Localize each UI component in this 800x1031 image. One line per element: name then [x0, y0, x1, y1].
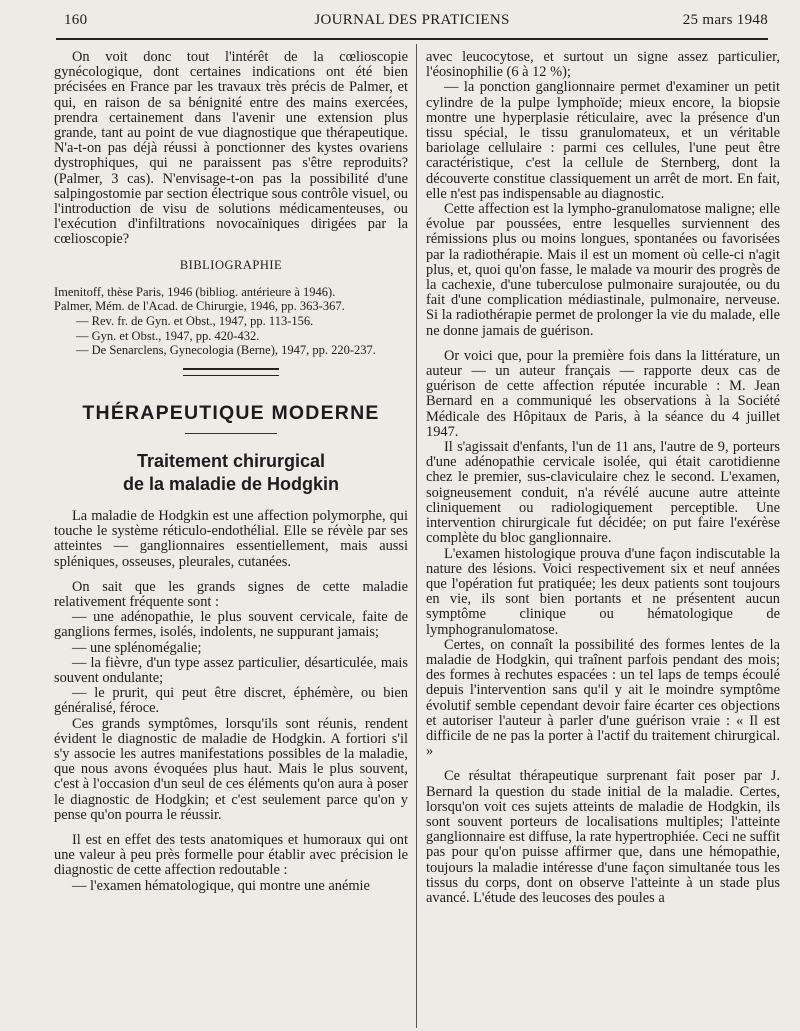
bibliography [54, 285, 408, 358]
list-item: — la fièvre, d'un type assez particulier, désarticulée, mais souvent ondulante; [54, 654, 408, 687]
bibliography-entry: — Rev. fr. de Gyn. et Obst., 1947, pp. 113-156. [76, 314, 314, 329]
bibliography-entry: — De Senarclens, Gynecologia (Berne), 1947, pp. 220-237. [76, 343, 376, 358]
section-title: THÉRAPEUTIQUE MODERNE [82, 401, 380, 424]
header-rule [56, 38, 768, 40]
list-item: — une adénopathie, le plus souvent cervicale, faite de ganglions fermes, isolés, indolents, ne suppurant jamais; [54, 609, 408, 641]
bibliography-entry: Imenitoff, thèse Paris, 1946 (bibliog. antérieure à 1946). [54, 284, 336, 299]
intro-paragraph: On voit donc tout l'intérêt de la cœlioscopie gynécologique, dont certaines indications ont été bien précisées en France par les travaux très précis de Palmer, et qui, en raison de sa bénignité entre des mains exercées, prendra certainement dans l'avenir une extension plus grande, tant au point de vue diagnostique que thérapeutique. N'a-t-on pas déjà réussi à ponctionner des kystes ovariens dystrophiques, qui ne paraissent pas s'être reproduits? (Palmer, 3 cas). N'envisage-t-on pas la possibilité d'une salpingostomie par section électrique sous contrôle visuel, ou l'introduction de visu de solutions médicamenteuses, ou l'exécution d'infiltrations novocaïniques dirigées par la cœlioscopie? [54, 49, 408, 248]
title-rule [185, 433, 277, 434]
body-paragraph: Il s'agissait d'enfants, l'un de 11 ans, l'autre de 9, porteurs d'une adénopathie cervicale isolée, qui était carotidienne chez le premier, sus-claviculaire chez le second. L'examen, soigneusement conduit, n'a révélé aucune autre atteinte cliniquement ou radiologiquement perceptible. Une intervention chirurgicale fut décidée; on put faire l'exérèse complète du bloc ganglionnaire. [426, 439, 780, 547]
bibliography-title: BIBLIOGRAPHIE [179, 257, 283, 272]
body-paragraph: Ce résultat thérapeutique surprenant fait poser par J. Bernard la question du stade initial de la maladie. Certes, lorsqu'on voit ces sujets atteints de maladie de Hodgkin, ils sont souvent porteurs de localisations multiples; l'atteinte ganglionnaire est diffuse, la rate hypertrophiée. Ceci ne suffit pas pour qu'on puisse affirmer que, dans une hémopathie, toujours la maladie intéresse d'une façon simultanée tous les tissus du corps, dont on observe l'atteinte à un stade plus avancé. L'étude des leucoses des poules a [426, 768, 780, 906]
list-item: — la ponction ganglionnaire permet d'examiner un petit cylindre de la pulpe lymphoïde; mieux encore, la biopsie montre une hyperplasie réticulaire, avec la présence d'un tissu spécial, le tissu granulomateux, et un véritable bariolage cellulaire : parmi ces cellules, l'une peut être caractéristique, c'est la cellule de Sternberg, dont la découverte constitue classiquement un arrêt de mort. En fait, elle n'est pas indispensable au diagnostic. [426, 79, 780, 202]
list-item: — une splénomégalie; [72, 639, 202, 656]
body-paragraph: avec leucocytose, et surtout un signe assez particulier, l'éosinophilie (6 à 12 %); [426, 49, 780, 81]
column-divider [416, 44, 417, 1028]
section-separator [183, 368, 279, 376]
list-item: — le prurit, qui peut être discret, éphémère, ou bien généralisé, féroce. [54, 685, 408, 717]
article-title-line2: de la maladie de Hodgkin [122, 474, 340, 495]
list-item: — l'examen hématologique, qui montre une anémie [72, 877, 370, 894]
body-paragraph: Or voici que, pour la première fois dans la littérature, un auteur — un auteur français — rapporte deux cas de guérison de cette affection réputée incurable : M. Jean Bernard en a communiqué les observations à la Société Médicale des Hôpitaux de Paris, à la séance du 4 juillet 1947. [426, 347, 780, 440]
page-header [56, 12, 768, 34]
body-paragraph: L'examen histologique prouva d'une façon indiscutable la nature des lésions. Voici respectivement six et neuf années que l'opération fut pratiquée; les deux patients sont toujours en vie, ils sont bien portants et ne présentent aucun symptôme clinique ou hématologique de lymphogranulomatose. [426, 545, 780, 638]
article-title [54, 450, 408, 496]
journal-title: JOURNAL DES PRATICIENS [314, 12, 510, 28]
page-number: 160 [64, 12, 88, 28]
body-paragraph: Certes, on connaît la possibilité des formes lentes de la maladie de Hodgkin, qui traînent parfois pendant des mois; des formes à rechutes espacées : un tel laps de temps écoulé depuis l'intervention sans qu'il y ait le moindre symptôme évolutif semble cependant devoir faire écarter ces objections et autoriser l'auteur à parler d'une guérison vraie : « Il est difficile de ne pas la porter à l'actif du traitement chirurgical. » [426, 636, 780, 760]
article-title-line1: Traitement chirurgical [136, 451, 326, 472]
right-column [426, 50, 780, 906]
body-paragraph: La maladie de Hodgkin est une affection polymorphe, qui touche le système réticulo-endothélial. Elle se révèle par ses atteintes — ganglionnaires essentiellement, mais aussi spléniques, osseuses, pleurales, cutanées. [54, 508, 408, 570]
left-column [54, 50, 408, 894]
body-paragraph: Ces grands symptômes, lorsqu'ils sont réunis, rendent évident le diagnostic de maladie de Hodgkin. A fortiori s'il s'y associe les autres manifestations possibles de la maladie, que nous avons évoquées plus haut. Mais le plus souvent, c'est à l'occasion d'un seul de ces éléments qu'on aura à poser le diagnostic de Hodgkin; et c'est seulement parce qu'on y pense qu'on pourra le réussir. [54, 715, 408, 823]
bibliography-entry: — Gyn. et Obst., 1947, pp. 420-432. [76, 328, 260, 343]
body-paragraph: On sait que les grands signes de cette maladie relativement fréquente sont : [54, 578, 408, 611]
bibliography-entry: Palmer, Mém. de l'Acad. de Chirurgie, 1946, pp. 363-367. [54, 299, 345, 314]
body-paragraph: Il est en effet des tests anatomiques et humoraux qui ont une valeur à peu près formelle pour établir avec précision le diagnostic de cette affection redoutable : [54, 832, 408, 879]
issue-date: 25 mars 1948 [682, 12, 768, 28]
body-paragraph: Cette affection est la lympho-granulomatose maligne; elle évolue par poussées, entre lesquelles surviennent des rémissions plus ou moins longues, spontanées ou favorisées par la radiothérapie. Mais il est un moment où celle-ci n'agit plus, et, quoi qu'on fasse, le malade va mourir des progrès de la cachexie, d'une tuberculose pulmonaire surajoutée, ou du fait d'une complication médiastinale, pulmonaire, nerveuse. Si la radiothérapie permet de prolonger la vie du malade, elle ne donne jamais de guérison. [426, 201, 780, 339]
